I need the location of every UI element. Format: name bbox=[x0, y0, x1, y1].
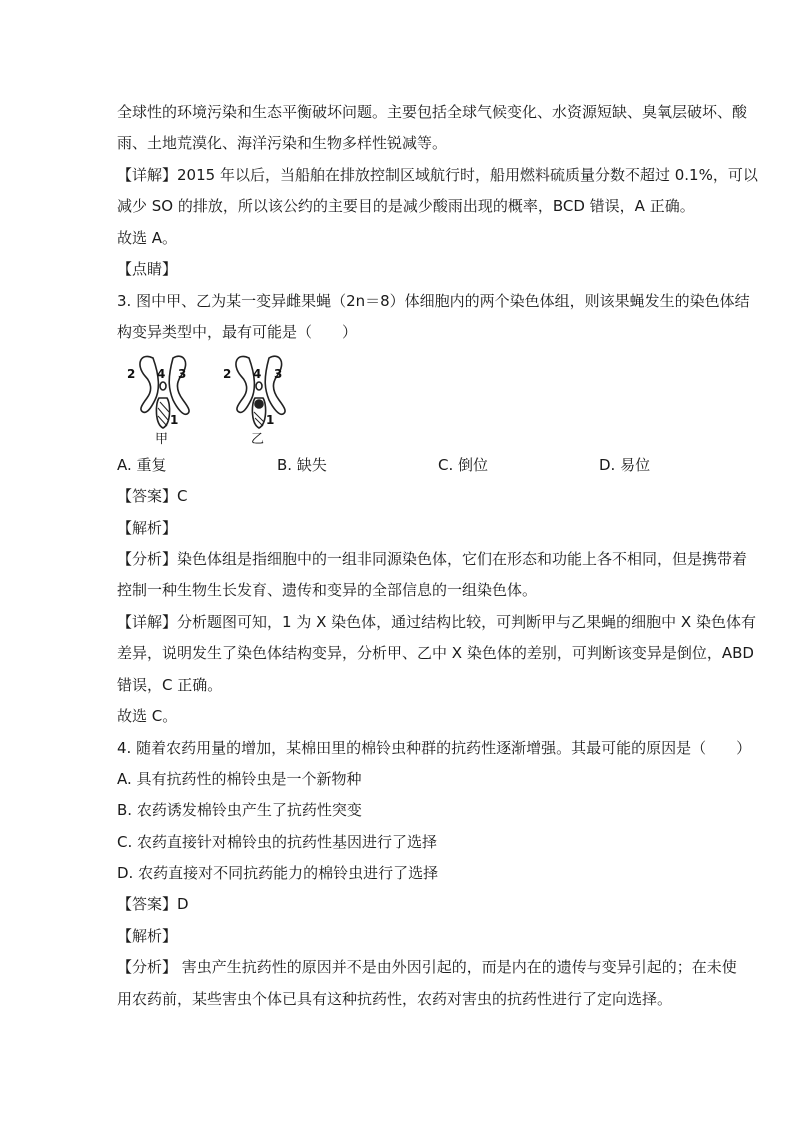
text-line: 错误，C 正确。 bbox=[117, 676, 223, 694]
option-line: C. 农药直接针对棉铃虫的抗药性基因进行了选择 bbox=[117, 833, 438, 851]
figure-label-left: 甲 bbox=[155, 432, 169, 445]
figure-label-right: 乙 bbox=[251, 432, 265, 445]
text-line: 故选 C。 bbox=[117, 707, 178, 725]
label-1-left: 1 bbox=[170, 413, 179, 427]
text-line: 差异，说明发生了染色体结构变异，分析甲、乙中 X 染色体的差别，可判断该变异是倒位，ABD bbox=[117, 644, 754, 662]
answer-line: 【答案】D bbox=[117, 895, 189, 913]
label-3-right: 3 bbox=[274, 367, 283, 381]
text-line: 【分析】 害虫产生抗药性的原因并不是由外因引起的，而是内在的遗传与变异引起的；在未使 bbox=[117, 958, 737, 976]
option-b: B. 缺失 bbox=[277, 456, 327, 474]
text-line: 【详解】2015 年以后，当船舶在排放控制区域航行时，船用燃料硫质量分数不超过 0.1%，可以 bbox=[117, 166, 758, 184]
chromosome-figure bbox=[117, 350, 317, 445]
text-line: 雨、土地荒漠化、海洋污染和生物多样性锐减等。 bbox=[117, 134, 448, 152]
option-d: D. 易位 bbox=[599, 456, 651, 474]
option-a: A. 重复 bbox=[117, 456, 167, 474]
label-4-right: 4 bbox=[253, 367, 262, 381]
text-line: 控制一种生物生长发育、遗传和变异的全部信息的一组染色体。 bbox=[117, 581, 538, 599]
option-line: D. 农药直接对不同抗药能力的棉铃虫进行了选择 bbox=[117, 864, 439, 882]
option-line: B. 农药诱发棉铃虫产生了抗药性突变 bbox=[117, 801, 362, 819]
text-line: 全球性的环境污染和生态平衡破坏问题。主要包括全球气候变化、水资源短缺、臭氧层破坏、酸 bbox=[117, 103, 748, 121]
question-text: 4. 随着农药用量的增加，某棉田里的棉铃虫种群的抗药性逐渐增强。其最可能的原因是（ ） bbox=[117, 739, 752, 757]
label-2-left: 2 bbox=[127, 367, 136, 381]
text-line: 故选 A。 bbox=[117, 229, 178, 247]
text-line: 用农药前，某些害虫个体已具有这种抗药性，农药对害虫的抗药性进行了定向选择。 bbox=[117, 990, 673, 1008]
option-line: A. 具有抗药性的棉铃虫是一个新物种 bbox=[117, 770, 362, 788]
label-4-left: 4 bbox=[157, 367, 166, 381]
question-text: 构变异类型中，最有可能是（ ） bbox=[117, 323, 358, 341]
label-2-right: 2 bbox=[223, 367, 232, 381]
option-c: C. 倒位 bbox=[438, 456, 489, 474]
text-line: 减少 SO 的排放，所以该公约的主要目的是减少酸雨出现的概率，BCD 错误，A 正确。 bbox=[117, 197, 695, 215]
text-line: 【详解】分析题图可知，1 为 X 染色体，通过结构比较，可判断甲与乙果蝇的细胞中 X 染色体有 bbox=[117, 613, 756, 631]
section-heading: 【解析】 bbox=[117, 519, 178, 537]
section-heading: 【解析】 bbox=[117, 927, 178, 945]
answer-line: 【答案】C bbox=[117, 487, 188, 505]
label-1-right: 1 bbox=[266, 413, 275, 427]
text-line: 【分析】染色体组是指细胞中的一组非同源染色体，它们在形态和功能上各不相同，但是携带着 bbox=[117, 550, 748, 568]
section-heading: 【点睛】 bbox=[117, 260, 178, 278]
label-3-left: 3 bbox=[178, 367, 187, 381]
question-text: 3. 图中甲、乙为某一变异雌果蝇（2n＝8）体细胞内的两个染色体组，则该果蝇发生的染色体结 bbox=[117, 292, 750, 310]
